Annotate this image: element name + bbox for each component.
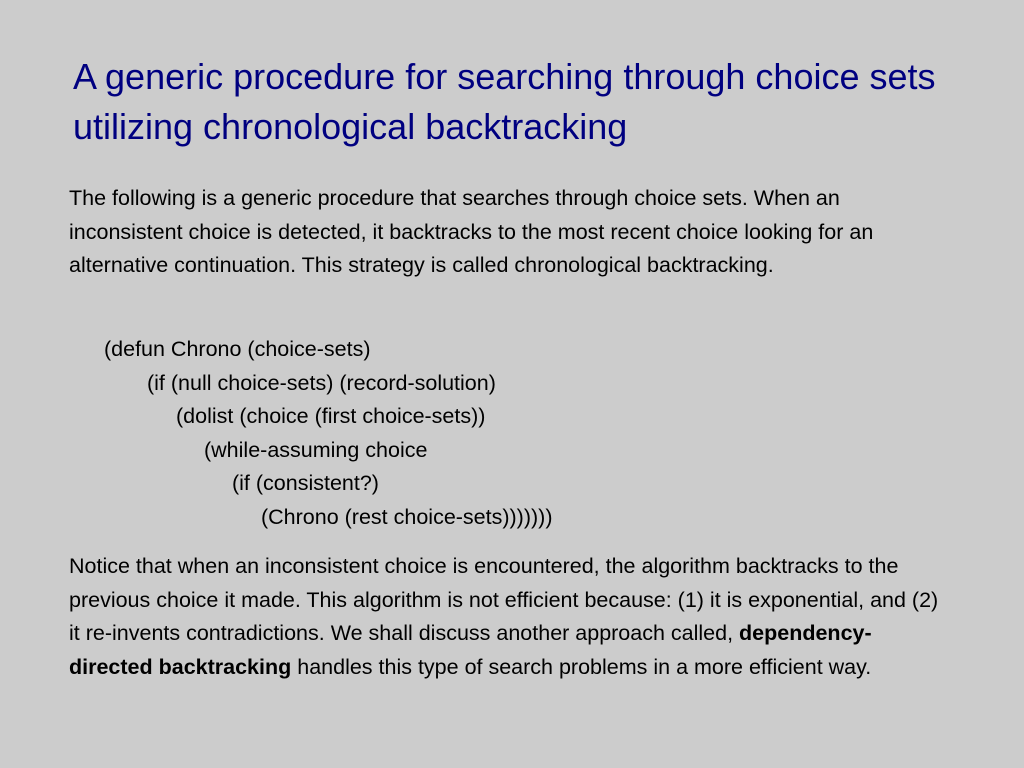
slide-title: A generic procedure for searching through choice sets utilizing chronological backtracking (73, 56, 936, 147)
code-line: (defun Chrono (choice-sets) (104, 337, 371, 361)
notice-paragraph (69, 550, 949, 684)
code-line: (while-assuming choice (204, 438, 428, 462)
intro-paragraph: The following is a generic procedure that searches through choice sets. When an inconsistent choice is detected, it backtracks to the most recent choice looking for an alternative continuation. This strategy is called chronological backtracking. (69, 186, 874, 278)
notice-text-before: Notice that when an inconsistent choice is encountered, the algorithm backtracks to the previous choice it made. This algorithm is not efficient because: (1) it is exponential, and (2) it re-invents contradictions. We shall discuss another approach called, (69, 554, 939, 646)
code-line: (if (consistent?) (232, 471, 379, 495)
notice-text-after: handles this type of search problems in a more efficient way. (291, 654, 872, 679)
notice-bold-term: dependency-directed backtracking (69, 621, 872, 679)
code-line: (if (null choice-sets) (record-solution) (147, 371, 496, 395)
code-line: (dolist (choice (first choice-sets)) (176, 404, 486, 428)
code-line: (Chrono (rest choice-sets))))))) (261, 505, 553, 529)
